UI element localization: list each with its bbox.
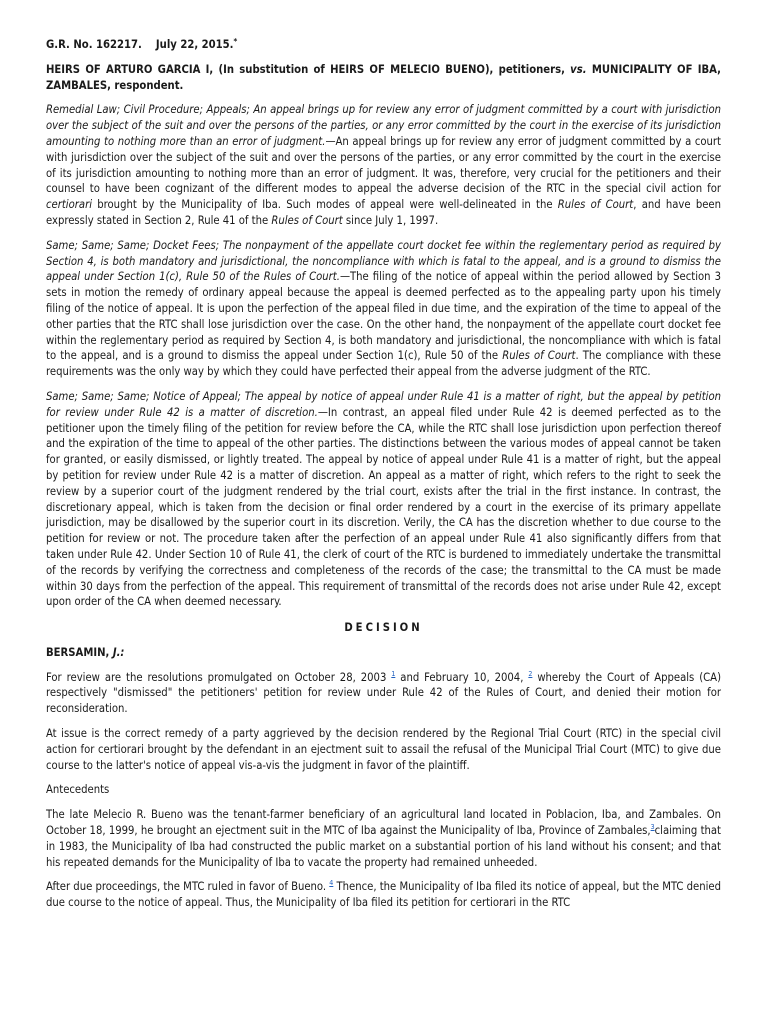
syllabus-text: —The filing of the notice of appeal within the period allowed by Section 3 sets in motion the remedy of ordinary appeal because the appeal is deemed perfected as to the appealing party upon his timely filing of the notice of appeal. It is upon the perfection of the appeal filed in due time, and the expiration of the time to appeal of the other parties that the RTC shall lose jurisdiction over the case. On the other hand, the nonpayment of the appellate court docket fee within the reglementary period as required by Section 4, is both mandatory and jurisdictional, the noncompliance with which is fatal to the appeal, and is a ground to dismiss the appeal under Section 1(c), Rule 50 of the (46, 270, 722, 363)
versus: vs. (570, 62, 587, 76)
body-text: claiming that in 1983, the Municipality of Iba had constructed the public market on a substantial portion of his land without his consent; and that his repeated demands for the Municipality of Iba to vacate the property had remained unheeded. (46, 824, 721, 869)
syllabus-text: since July 1, 1997. (342, 213, 439, 227)
case-parties (46, 62, 721, 94)
syllabus-headnote: Same; Same; Same; Docket Fees; The nonpayment of the appellate court docket fee within the reglementary period as required by Section 4, is both mandatory and jurisdictional, the noncompliance with which is fatal to the appeal, and is a ground to dismiss the appeal under Section 1(c), Rule 50 of the Rules of Court. (46, 238, 721, 284)
body-paragraph-4 (46, 879, 721, 911)
ponente (46, 645, 721, 661)
ponente-name: BERSAMIN, (46, 645, 113, 659)
case-header (46, 37, 721, 53)
body-paragraph-1 (46, 670, 721, 717)
syllabus-text: brought by the Municipality of Iba. Such modes of appeal were well-delineated in the (92, 198, 558, 212)
syllabus-text: , and have been expressly stated in Section 2, Rule 41 of the (46, 198, 721, 227)
syllabus-text: certiorari (46, 198, 92, 212)
footnote-link[interactable]: 1 (391, 669, 396, 678)
body-text: After due proceedings, the MTC ruled in favor of Bueno. (46, 880, 330, 894)
body-paragraph-2: At issue is the correct remedy of a party aggrieved by the decision rendered by the Regional Trial Court (RTC) in the special civil action for certiorari brought by the defendant in an ejectment suit to assail the refusal of the Municipal Trial Court (MTC) to give due course to the latter's notice of appeal vis-a-vis the judgment in favor of the plaintiff. (46, 727, 721, 772)
petitioners: HEIRS OF ARTURO GARCIA I, (In substitution of HEIRS OF MELECIO BUENO), petitioners, (46, 62, 571, 76)
syllabus-text: Rules of Court (502, 349, 576, 363)
antecedents-heading: Antecedents (46, 783, 110, 797)
date-footnote-marker: * (233, 37, 238, 46)
syllabus-headnote: Remedial Law; Civil Procedure; Appeals; An appeal brings up for review any error of judgment committed by a court with jurisdiction over the subject of the suit and over the persons of the parties, or any error committed by the court in the exercise of its jurisdiction amounting to nothing more than an error of judgment. (46, 103, 721, 148)
respondent: MUNICIPALITY OF IBA, ZAMBALES, respondent. (46, 62, 721, 92)
syllabus-paragraph-3 (46, 389, 721, 610)
footnote-link[interactable]: 3 (650, 823, 655, 832)
body-paragraph-3 (46, 807, 721, 870)
syllabus-text: Rules of Court (557, 198, 634, 212)
syllabus-headnote: Same; Same; Same; Notice of Appeal; The appeal by notice of appeal under Rule 41 is a matter of right, but the appeal by petition for review under Rule 42 is a matter of discretion. (46, 389, 721, 419)
syllabus-text: . The compliance with these requirements was the only way by which they could have perfected their appeal from the adverse judgment of the RTC. (46, 349, 721, 379)
footnote-link[interactable]: 4 (329, 879, 334, 888)
case-number: G.R. No. 162217. (46, 38, 142, 51)
syllabus-text: Rules of Court (271, 213, 343, 227)
syllabus-paragraph-1 (46, 102, 721, 228)
syllabus-text: —In contrast, an appeal filed under Rule 42 is deemed perfected as to the petitioner upon the timely filing of the petition for review before the CA, while the RTC shall lose jurisdiction upon perfection thereof and the expiration of the time to appeal of the other parties. The distinctions between the various modes of appeal cannot be taken for granted, or easily dismissed, or lightly treated. The appeal by notice of appeal under Rule 41 is a matter of right, but the appeal by petition for review under Rule 42 is a matter of discretion. An appeal as a matter of right, which refers to the right to seek the review by a superior court of the judgment rendered by the trial court, exists after the trial in the first instance. In contrast, the discretionary appeal, which is taken from the decision or final order rendered by a court in the exercise of its primary appellate jurisdiction, may be disallowed by the superior court in its discretion. Verily, the CA has the discretion whether to due course to the petition for review or not. The procedure taken after the perfection of an appeal under Rule 41 also significantly differs from that taken under Rule 42. Under Section 10 of Rule 41, the clerk of court of the RTC is burdened to immediately undertake the transmittal of the records by verifying the correctness and completeness of the records of the case; the transmittal to the CA must be made within 30 days from the perfection of the appeal. This requirement of transmittal of the records does not arise under Rule 42, except upon order of the CA when deemed necessary. (46, 405, 721, 609)
ponente-title: J.: (112, 645, 125, 659)
footnote-link[interactable]: 2 (528, 669, 533, 678)
body-text: The late Melecio R. Bueno was the tenant-farmer beneficiary of an agricultural land located in Poblacion, Iba, and Zambales. On October 18, 1999, he brought an ejectment suit in the MTC of Iba against the Municipality of Iba, Province of Zambales, (46, 808, 721, 838)
body-text: Thence, the Municipality of Iba filed its notice of appeal, but the MTC denied due course to the notice of appeal. Thus, the Municipality of Iba filed its petition for certiorari in the RTC (46, 880, 722, 910)
case-date: July 22, 2015. (155, 38, 234, 51)
body-text: and February 10, 2004, (395, 670, 529, 684)
body-text: For review are the resolutions promulgated on October 28, 2003 (46, 670, 392, 684)
syllabus-text: —An appeal brings up for review any error of judgment committed by a court with jurisdiction over the subject of the suit and over the persons of the parties, or any error committed by the court in the exercise of its jurisdiction amounting to nothing more than an error of judgment. It was, therefore, very crucial for the petitioners and their counsel to have been cognizant of the different modes to appeal the adverse decision of the RTC in the special civil action for (46, 134, 721, 196)
syllabus-paragraph-2 (46, 238, 721, 380)
decision-heading: DECISION (344, 621, 423, 635)
body-text: whereby the Court of Appeals (CA) respectively "dismissed" the petitioners' petition for review under Rule 42 of the Rules of Court, and denied their motion for reconsideration. (46, 670, 721, 716)
